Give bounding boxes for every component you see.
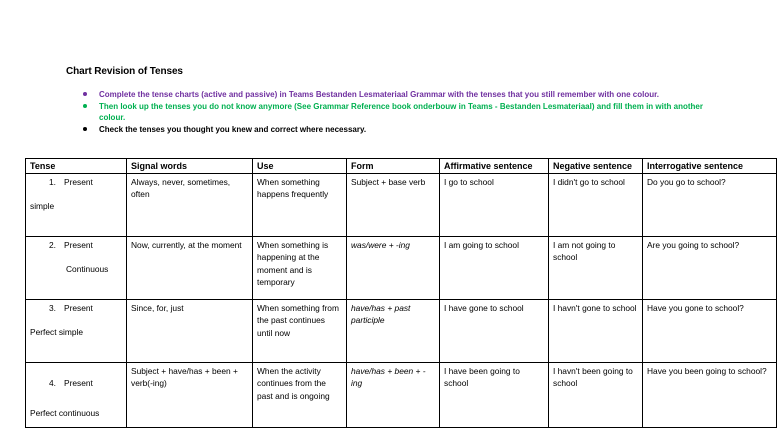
tense-cell [26, 299, 127, 362]
negative-cell: I am not going to school [549, 236, 643, 299]
negative-cell: I havn't gone to school [549, 299, 643, 362]
form-cell: have/has + past participle [347, 299, 440, 362]
header-use: Use [253, 159, 347, 174]
table-row [26, 236, 777, 299]
instruction-list [82, 89, 722, 136]
interrogative-cell: Have you gone to school? [643, 299, 777, 362]
tense-name-suffix: Perfect simple [30, 327, 84, 337]
use-cell: When something happens frequently [253, 173, 347, 236]
tense-cell [26, 236, 127, 299]
table-row [26, 173, 777, 236]
table-header-row [26, 159, 777, 174]
header-form: Form [347, 159, 440, 174]
bullet-icon [83, 104, 87, 108]
signal-words-cell: Subject + have/has + been + verb(-ing) [127, 362, 253, 427]
tense-name-suffix: Continuous [66, 264, 109, 274]
table-row [26, 299, 777, 362]
header-affirmative: Affirmative sentence [440, 159, 549, 174]
interrogative-cell: Do you go to school? [643, 173, 777, 236]
signal-words-cell: Always, never, sometimes, often [127, 173, 253, 236]
use-cell: When something from the past continues until now [253, 299, 347, 362]
negative-cell: I didn't go to school [549, 173, 643, 236]
tense-cell [26, 362, 127, 427]
tense-number: 3. [49, 302, 56, 313]
table-row [26, 362, 777, 427]
tense-cell [26, 173, 127, 236]
signal-words-cell: Now, currently, at the moment [127, 236, 253, 299]
interrogative-cell: Are you going to school? [643, 236, 777, 299]
form-cell: Subject + base verb [347, 173, 440, 236]
form-cell: have/has + been + -ing [347, 362, 440, 427]
use-cell: When the activity continues from the past and is ongoing [253, 362, 347, 427]
tense-name-suffix: simple [30, 201, 55, 211]
header-tense: Tense [26, 159, 127, 174]
page-title: Chart Revision of Tenses [66, 66, 183, 77]
instruction-item [82, 101, 722, 123]
tense-name: Present [64, 377, 93, 388]
bullet-icon [83, 127, 87, 131]
affirmative-cell: I go to school [440, 173, 549, 236]
instruction-text: Then look up the tenses you do not know anymore (See Grammar Reference book onderbouw in Teams - Bestanden Lesmateriaal) and fill them in with another colour. [99, 102, 703, 122]
use-cell: When something is happening at the moment and is temporary [253, 236, 347, 299]
tense-chart-table [25, 158, 777, 428]
affirmative-cell: I have been going to school [440, 362, 549, 427]
header-negative: Negative sentence [549, 159, 643, 174]
header-signal-words: Signal words [127, 159, 253, 174]
tense-name: Present [64, 176, 93, 187]
affirmative-cell: I am going to school [440, 236, 549, 299]
signal-words-cell: Since, for, just [127, 299, 253, 362]
header-interrogative: Interrogative sentence [643, 159, 777, 174]
tense-name: Present [64, 302, 93, 313]
tense-number: 2. [49, 239, 56, 250]
instruction-text: Complete the tense charts (active and passive) in Teams Bestanden Lesmateriaal Grammar with the tenses that you still remember with one colour. [99, 90, 660, 99]
instruction-text: Check the tenses you thought you knew and correct where necessary. [99, 125, 367, 134]
affirmative-cell: I have gone to school [440, 299, 549, 362]
tense-name: Present [64, 239, 93, 250]
instruction-item [82, 89, 722, 100]
negative-cell: I havn't been going to school [549, 362, 643, 427]
interrogative-cell: Have you been going to school? [643, 362, 777, 427]
tense-number: 1. [49, 176, 56, 187]
instruction-item [82, 124, 722, 135]
bullet-icon [83, 92, 87, 96]
form-cell: was/were + -ing [347, 236, 440, 299]
tense-number: 4. [49, 377, 56, 388]
tense-name-suffix: Perfect continuous [30, 408, 100, 418]
